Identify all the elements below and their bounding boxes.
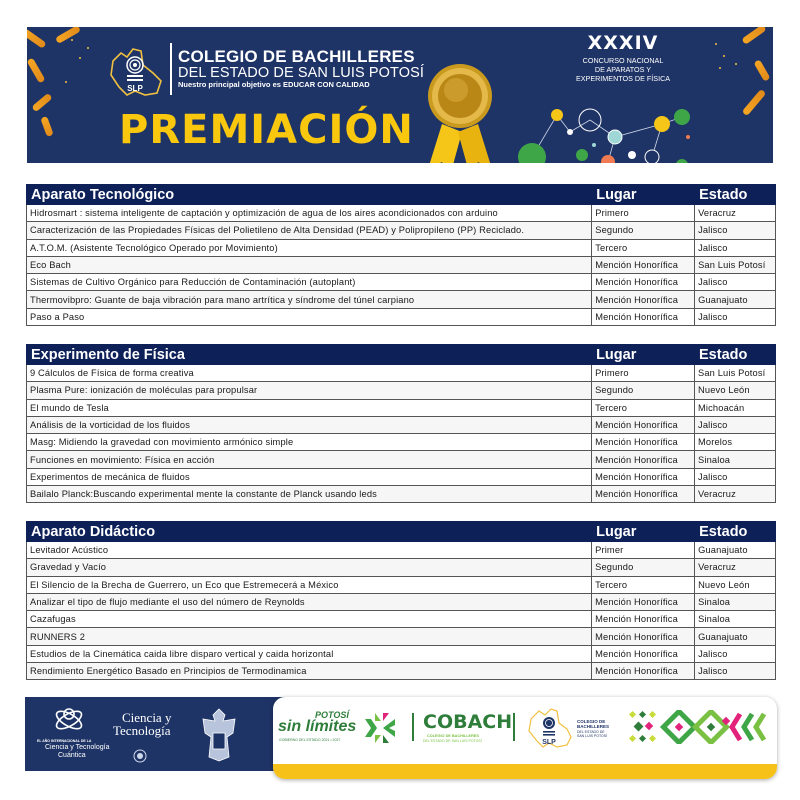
state-cell: Guanajuato [695, 542, 776, 559]
table-row [27, 274, 776, 291]
place-cell: Tercero [592, 576, 695, 593]
table-row [27, 205, 776, 222]
state-cell: Jalisco [695, 468, 776, 485]
colegio-line1: COLEGIO DE [577, 719, 606, 724]
place-cell: Mención Honorífica [592, 611, 695, 628]
gold-medal-icon [420, 54, 500, 163]
table-row [27, 399, 776, 416]
place-cell: Mención Honorífica [592, 434, 695, 451]
science-network-illustration-icon [512, 107, 692, 163]
cobach-logo: COBACH [423, 711, 513, 733]
table-row [27, 308, 776, 325]
ciencia-logo-line2: Tecnología [113, 723, 171, 738]
place-column-header: Lugar [592, 345, 695, 365]
colegio-line3: DEL ESTADO DE [577, 730, 605, 734]
project-cell: 9 Cálculos de Física de forma creativa [27, 365, 592, 382]
state-cell: San Luis Potosí [695, 256, 776, 273]
category-header: Aparato Didáctico [27, 522, 592, 542]
contest-title-line1: CONCURSO NACIONAL [582, 56, 664, 65]
quantum-year-line2: Ciencia y Tecnología [45, 744, 110, 751]
category-header: Experimento de Física [27, 345, 592, 365]
project-cell: Caracterización de las Propiedades Físicas del Polietileno de Alta Densidad (PEAD) y Polipropileno (PP) Reciclado. [27, 222, 592, 239]
table-row [27, 611, 776, 628]
contest-title-line3: EXPERIMENTOS DE FÍSICA [575, 74, 671, 83]
state-cell: Michoacán [695, 399, 776, 416]
place-cell: Tercero [592, 239, 695, 256]
table-row [27, 559, 776, 576]
slp-map-logo-icon [107, 43, 163, 101]
table-row [27, 291, 776, 308]
project-cell: Paso a Paso [27, 308, 592, 325]
place-cell: Mención Honorífica [592, 291, 695, 308]
place-column-header: Lugar [592, 522, 695, 542]
results-table-aparato-didactico [26, 521, 776, 680]
state-cell: Jalisco [695, 416, 776, 433]
project-cell: Análisis de la vorticidad de los fluidos [27, 416, 592, 433]
slp-map-logo-footer-icon [527, 707, 573, 749]
table-row [27, 486, 776, 503]
place-cell: Primer [592, 542, 695, 559]
place-cell: Mención Honorífica [592, 308, 695, 325]
state-column-header: Estado [695, 522, 776, 542]
place-cell: Mención Honorífica [592, 468, 695, 485]
state-cell: Guanajuato [695, 628, 776, 645]
logo-divider [170, 43, 172, 95]
project-cell: Hidrosmart : sistema inteligente de captación y optimización de agua de los aires acondicionados con arduino [27, 205, 592, 222]
cobach-logo-sub1: COLEGIO DE BACHILLERES [427, 734, 479, 738]
state-cell: Veracruz [695, 486, 776, 503]
potosi-logo-top: POTOSÍ [315, 710, 349, 720]
table-row [27, 663, 776, 680]
table-row [27, 434, 776, 451]
project-cell: Thermovibpro: Guante de baja vibración para mano artrítica y síndrome del túnel carpiano [27, 291, 592, 308]
footer-yellow-bar [273, 764, 777, 779]
table-row [27, 645, 776, 662]
contest-title-line2: DE APARATOS Y [594, 65, 652, 74]
state-cell: Morelos [695, 434, 776, 451]
state-cell: Sinaloa [695, 611, 776, 628]
table-row [27, 222, 776, 239]
state-cell: Sinaloa [695, 593, 776, 610]
place-cell: Mención Honorífica [592, 486, 695, 503]
project-cell: Analizar el tipo de flujo mediante el uso del número de Reynolds [27, 593, 592, 610]
svg-text:SLP: SLP [542, 739, 556, 746]
results-table-aparato-tecnologico [26, 184, 776, 326]
mexico-seal-icon [133, 749, 147, 763]
uaslp-eagle-crest-icon [199, 707, 239, 763]
place-cell: Mención Honorífica [592, 451, 695, 468]
project-cell: El mundo de Tesla [27, 399, 592, 416]
state-cell: Jalisco [695, 308, 776, 325]
place-cell: Segundo [592, 382, 695, 399]
header-banner [27, 27, 773, 163]
potosi-logo-sub: GOBIERNO DEL ESTADO 2021 • 2027 [279, 738, 341, 742]
table-row [27, 628, 776, 645]
state-cell: Nuevo León [695, 382, 776, 399]
place-column-header: Lugar [592, 185, 695, 205]
project-cell: Plasma Pure: ionización de moléculas para propulsar [27, 382, 592, 399]
quantum-knot-logo-icon [51, 705, 87, 735]
cobach-logo-sub2: DEL ESTADO DE SAN LUIS POTOSÍ [423, 739, 482, 743]
state-column-header: Estado [695, 185, 776, 205]
project-cell: Cazafugas [27, 611, 592, 628]
place-cell: Mención Honorífica [592, 663, 695, 680]
place-cell: Mención Honorífica [592, 256, 695, 273]
state-cell: Nuevo León [695, 576, 776, 593]
quantum-year-line1: EL AÑO INTERNACIONAL DE LA [37, 739, 92, 743]
table-row [27, 239, 776, 256]
footer-divider [513, 713, 515, 741]
table-row [27, 542, 776, 559]
decorative-pattern-icon [628, 710, 772, 744]
project-cell: A.T.O.M. (Asistente Tecnológico Operado por Movimiento) [27, 239, 592, 256]
table-row [27, 382, 776, 399]
potosi-star-emblem-icon [361, 709, 399, 747]
project-cell: El Silencio de la Brecha de Guerrero, un Eco que Estremecerá a México [27, 576, 592, 593]
footer-logos-card [273, 697, 777, 779]
colegio-line2: BACHILLERES [577, 724, 610, 729]
table-row [27, 451, 776, 468]
state-cell: Jalisco [695, 663, 776, 680]
state-cell: Sinaloa [695, 451, 776, 468]
project-cell: RUNNERS 2 [27, 628, 592, 645]
table-row [27, 593, 776, 610]
table-row [27, 256, 776, 273]
footer-divider [412, 713, 414, 741]
place-cell: Mención Honorífica [592, 274, 695, 291]
place-cell: Primero [592, 365, 695, 382]
state-cell: Jalisco [695, 645, 776, 662]
state-cell: Veracruz [695, 205, 776, 222]
place-cell: Mención Honorífica [592, 645, 695, 662]
state-cell: Jalisco [695, 239, 776, 256]
state-cell: Guanajuato [695, 291, 776, 308]
project-cell: Gravedad y Vacío [27, 559, 592, 576]
state-column-header: Estado [695, 345, 776, 365]
state-cell: Jalisco [695, 274, 776, 291]
place-cell: Segundo [592, 222, 695, 239]
contest-number: XXXIV [587, 32, 659, 54]
org-subtitle: DEL ESTADO DE SAN LUIS POTOSÍ [178, 65, 424, 81]
place-cell: Primero [592, 205, 695, 222]
place-cell: Mención Honorífica [592, 628, 695, 645]
potosi-logo-main: sin límites [278, 718, 357, 735]
project-cell: Eco Bach [27, 256, 592, 273]
table-row [27, 576, 776, 593]
state-cell: Veracruz [695, 559, 776, 576]
place-cell: Mención Honorífica [592, 593, 695, 610]
project-cell: Experimentos de mecánica de fluidos [27, 468, 592, 485]
table-row [27, 468, 776, 485]
project-cell: Funciones en movimiento: Física en acción [27, 451, 592, 468]
project-cell: Masg: Midiendo la gravedad con movimiento armónico simple [27, 434, 592, 451]
place-cell: Mención Honorífica [592, 416, 695, 433]
project-cell: Rendimiento Energético Basado en Principios de Termodinamica [27, 663, 592, 680]
quantum-year-line3: Cuántica [58, 752, 86, 759]
state-cell: San Luis Potosí [695, 365, 776, 382]
project-cell: Levitador Acústico [27, 542, 592, 559]
project-cell: Bailalo Planck:Buscando experimental mente la constante de Planck usando leds [27, 486, 592, 503]
org-title: COLEGIO DE BACHILLERES [178, 47, 415, 66]
org-motto: Nuestro principal objetivo es EDUCAR CON CALIDAD [178, 80, 370, 89]
place-cell: Segundo [592, 559, 695, 576]
table-row [27, 416, 776, 433]
project-cell: Estudios de la Cinemática caida libre disparo vertical y caida horizontal [27, 645, 592, 662]
ciencia-logo-line1: Ciencia y [122, 710, 172, 725]
place-cell: Tercero [592, 399, 695, 416]
colegio-line4: SAN LUIS POTOSÍ [577, 734, 608, 738]
table-row [27, 365, 776, 382]
state-cell: Jalisco [695, 222, 776, 239]
results-table-experimento-de-fisica [26, 344, 776, 503]
category-header: Aparato Tecnológico [27, 185, 592, 205]
page-title: PREMIACIÓN [119, 107, 414, 153]
svg-text:SLP: SLP [127, 84, 143, 93]
project-cell: Sistemas de Cultivo Orgánico para Reducción de Contaminación (autoplant) [27, 274, 592, 291]
